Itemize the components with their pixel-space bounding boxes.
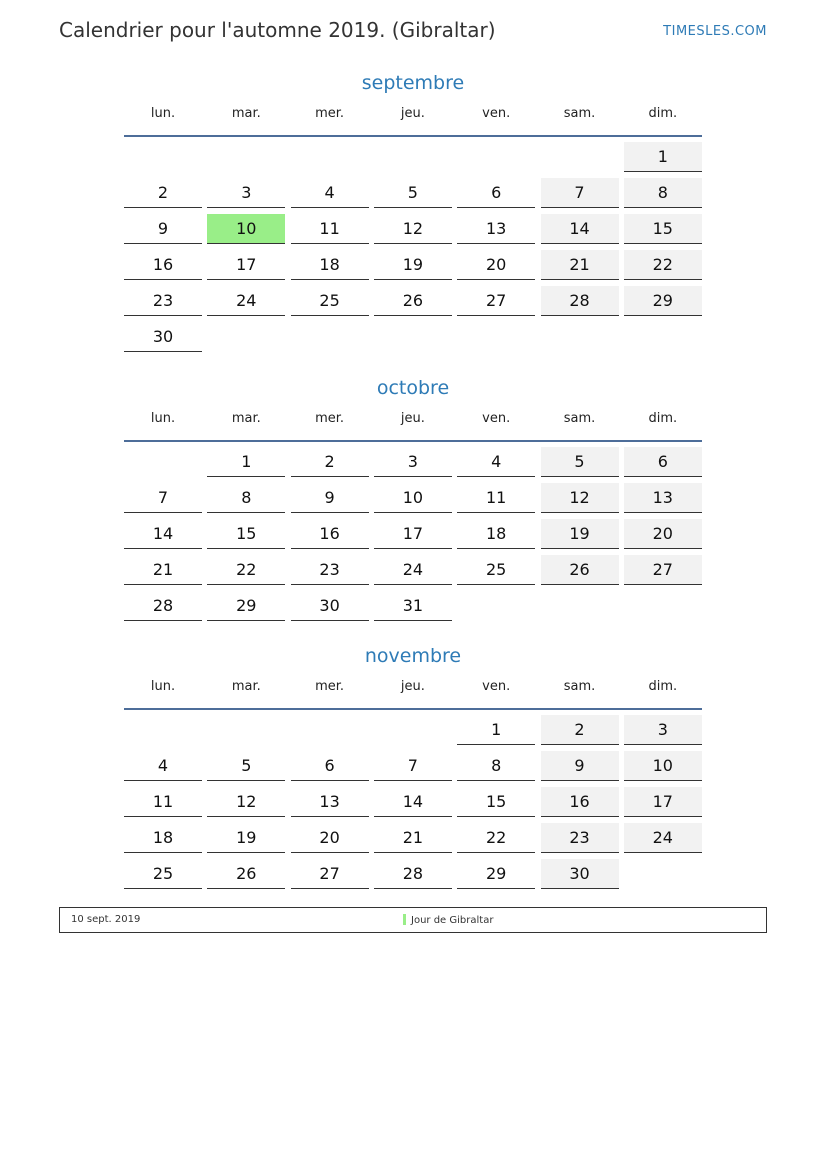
- day-cell[interactable]: 15: [207, 519, 285, 549]
- day-cell[interactable]: 28: [541, 286, 619, 316]
- weekday-label: ven.: [482, 411, 511, 426]
- day-cell[interactable]: 8: [207, 483, 285, 513]
- month-title: novembre: [364, 645, 462, 667]
- day-cell[interactable]: 13: [624, 483, 702, 513]
- day-cell[interactable]: 25: [291, 286, 369, 316]
- weekday-label: mer.: [315, 411, 345, 426]
- day-cell[interactable]: 28: [124, 591, 202, 621]
- day-cell[interactable]: 12: [207, 787, 285, 817]
- day-cell[interactable]: 23: [291, 555, 369, 585]
- month-title: septembre: [361, 72, 465, 94]
- day-cell[interactable]: 12: [541, 483, 619, 513]
- day-cell[interactable]: 1: [457, 715, 535, 745]
- weekday-label: jeu.: [400, 106, 425, 121]
- day-cell[interactable]: 18: [457, 519, 535, 549]
- day-cell[interactable]: 25: [124, 859, 202, 889]
- day-cell[interactable]: 5: [541, 447, 619, 477]
- weekday-label: mer.: [315, 106, 345, 121]
- weekday-label: dim.: [648, 411, 678, 426]
- day-cell[interactable]: 2: [291, 447, 369, 477]
- weekday-label: sam.: [563, 106, 596, 121]
- weekday-label: mar.: [231, 679, 261, 694]
- day-cell[interactable]: 20: [624, 519, 702, 549]
- day-cell[interactable]: 7: [124, 483, 202, 513]
- day-cell[interactable]: 17: [207, 250, 285, 280]
- legend-holiday: [403, 914, 493, 926]
- day-cell[interactable]: 2: [124, 178, 202, 208]
- day-cell[interactable]: 30: [541, 859, 619, 889]
- day-cell[interactable]: 26: [207, 859, 285, 889]
- day-cell[interactable]: 20: [457, 250, 535, 280]
- day-cell[interactable]: 19: [374, 250, 452, 280]
- day-cell[interactable]: 3: [207, 178, 285, 208]
- day-cell[interactable]: 23: [541, 823, 619, 853]
- day-cell[interactable]: 30: [291, 591, 369, 621]
- day-cell[interactable]: 23: [124, 286, 202, 316]
- day-cell[interactable]: 27: [624, 555, 702, 585]
- day-cell[interactable]: 1: [207, 447, 285, 477]
- day-cell[interactable]: 14: [124, 519, 202, 549]
- day-cell[interactable]: 19: [207, 823, 285, 853]
- day-cell[interactable]: 5: [374, 178, 452, 208]
- weekday-label: mer.: [315, 679, 345, 694]
- day-cell[interactable]: 22: [457, 823, 535, 853]
- day-cell[interactable]: 3: [374, 447, 452, 477]
- day-cell[interactable]: 26: [541, 555, 619, 585]
- weekday-header: [124, 411, 702, 442]
- day-cell[interactable]: 13: [457, 214, 535, 244]
- day-cell[interactable]: 14: [541, 214, 619, 244]
- day-cell[interactable]: 29: [457, 859, 535, 889]
- weekday-header: [124, 106, 702, 137]
- weekday-label: lun.: [150, 679, 176, 694]
- day-cell[interactable]: 7: [541, 178, 619, 208]
- weekday-label: lun.: [150, 106, 176, 121]
- day-cell[interactable]: 13: [291, 787, 369, 817]
- day-cell[interactable]: 16: [541, 787, 619, 817]
- day-cell[interactable]: 15: [624, 214, 702, 244]
- day-cell[interactable]: 14: [374, 787, 452, 817]
- weekday-label: sam.: [563, 411, 596, 426]
- day-cell[interactable]: 11: [457, 483, 535, 513]
- day-cell[interactable]: 9: [541, 751, 619, 781]
- day-cell[interactable]: 12: [374, 214, 452, 244]
- day-cell[interactable]: 16: [124, 250, 202, 280]
- day-cell[interactable]: 21: [374, 823, 452, 853]
- day-cell[interactable]: 8: [624, 178, 702, 208]
- day-cell[interactable]: 5: [207, 751, 285, 781]
- day-cell[interactable]: 21: [541, 250, 619, 280]
- day-cell[interactable]: 4: [291, 178, 369, 208]
- day-cell[interactable]: 18: [291, 250, 369, 280]
- day-cell[interactable]: 27: [291, 859, 369, 889]
- day-cell[interactable]: 21: [124, 555, 202, 585]
- day-cell[interactable]: 30: [124, 322, 202, 352]
- day-cell[interactable]: 11: [291, 214, 369, 244]
- weekday-label: lun.: [150, 411, 176, 426]
- day-cell[interactable]: 4: [124, 751, 202, 781]
- day-cell[interactable]: 9: [291, 483, 369, 513]
- day-cell[interactable]: 26: [374, 286, 452, 316]
- weekday-label: jeu.: [400, 679, 425, 694]
- legend-holiday-label: Jour de Gibraltar: [411, 915, 494, 926]
- day-cell[interactable]: 6: [291, 751, 369, 781]
- weekday-label: dim.: [648, 679, 678, 694]
- brand-link[interactable]: TIMESLES.COM: [663, 24, 767, 39]
- page-title: Calendrier pour l'automne 2019. (Gibraltar): [59, 18, 496, 42]
- day-cell[interactable]: 25: [457, 555, 535, 585]
- day-cell[interactable]: 20: [291, 823, 369, 853]
- day-cell[interactable]: 28: [374, 859, 452, 889]
- day-cell[interactable]: 17: [374, 519, 452, 549]
- day-cell[interactable]: 24: [374, 555, 452, 585]
- day-cell[interactable]: 11: [124, 787, 202, 817]
- weekday-label: ven.: [482, 679, 511, 694]
- weekday-header: [124, 679, 702, 710]
- day-cell[interactable]: 4: [457, 447, 535, 477]
- holiday-swatch: [403, 914, 406, 925]
- day-cell[interactable]: 17: [624, 787, 702, 817]
- month-september: [124, 71, 702, 346]
- day-cell[interactable]: 1: [624, 142, 702, 172]
- day-cell[interactable]: 31: [374, 591, 452, 621]
- day-cell[interactable]: 22: [624, 250, 702, 280]
- day-cell[interactable]: 6: [457, 178, 535, 208]
- day-cell[interactable]: 10: [374, 483, 452, 513]
- day-cell[interactable]: 15: [457, 787, 535, 817]
- month-november: [124, 644, 702, 883]
- day-cell[interactable]: 27: [457, 286, 535, 316]
- day-cell[interactable]: 7: [374, 751, 452, 781]
- day-cell[interactable]: 10: [624, 751, 702, 781]
- weekday-label: ven.: [482, 106, 511, 121]
- weekday-label: mar.: [231, 106, 261, 121]
- day-cell[interactable]: 3: [624, 715, 702, 745]
- weekday-label: sam.: [563, 679, 596, 694]
- day-cell[interactable]: 22: [207, 555, 285, 585]
- legend-date: 10 sept. 2019: [71, 914, 141, 925]
- day-cell[interactable]: 18: [124, 823, 202, 853]
- day-cell[interactable]: 24: [624, 823, 702, 853]
- month-title: octobre: [376, 377, 450, 399]
- legend: [59, 907, 767, 933]
- day-cell[interactable]: 29: [624, 286, 702, 316]
- weekday-label: mar.: [231, 411, 261, 426]
- day-cell[interactable]: 19: [541, 519, 619, 549]
- month-october: [124, 376, 702, 615]
- day-cell[interactable]: 24: [207, 286, 285, 316]
- day-cell[interactable]: 9: [124, 214, 202, 244]
- weekday-label: dim.: [648, 106, 678, 121]
- day-cell[interactable]: 10: [207, 214, 285, 244]
- weekday-label: jeu.: [400, 411, 425, 426]
- day-cell[interactable]: 29: [207, 591, 285, 621]
- day-cell[interactable]: 6: [624, 447, 702, 477]
- day-cell[interactable]: 8: [457, 751, 535, 781]
- day-cell[interactable]: 2: [541, 715, 619, 745]
- day-cell[interactable]: 16: [291, 519, 369, 549]
